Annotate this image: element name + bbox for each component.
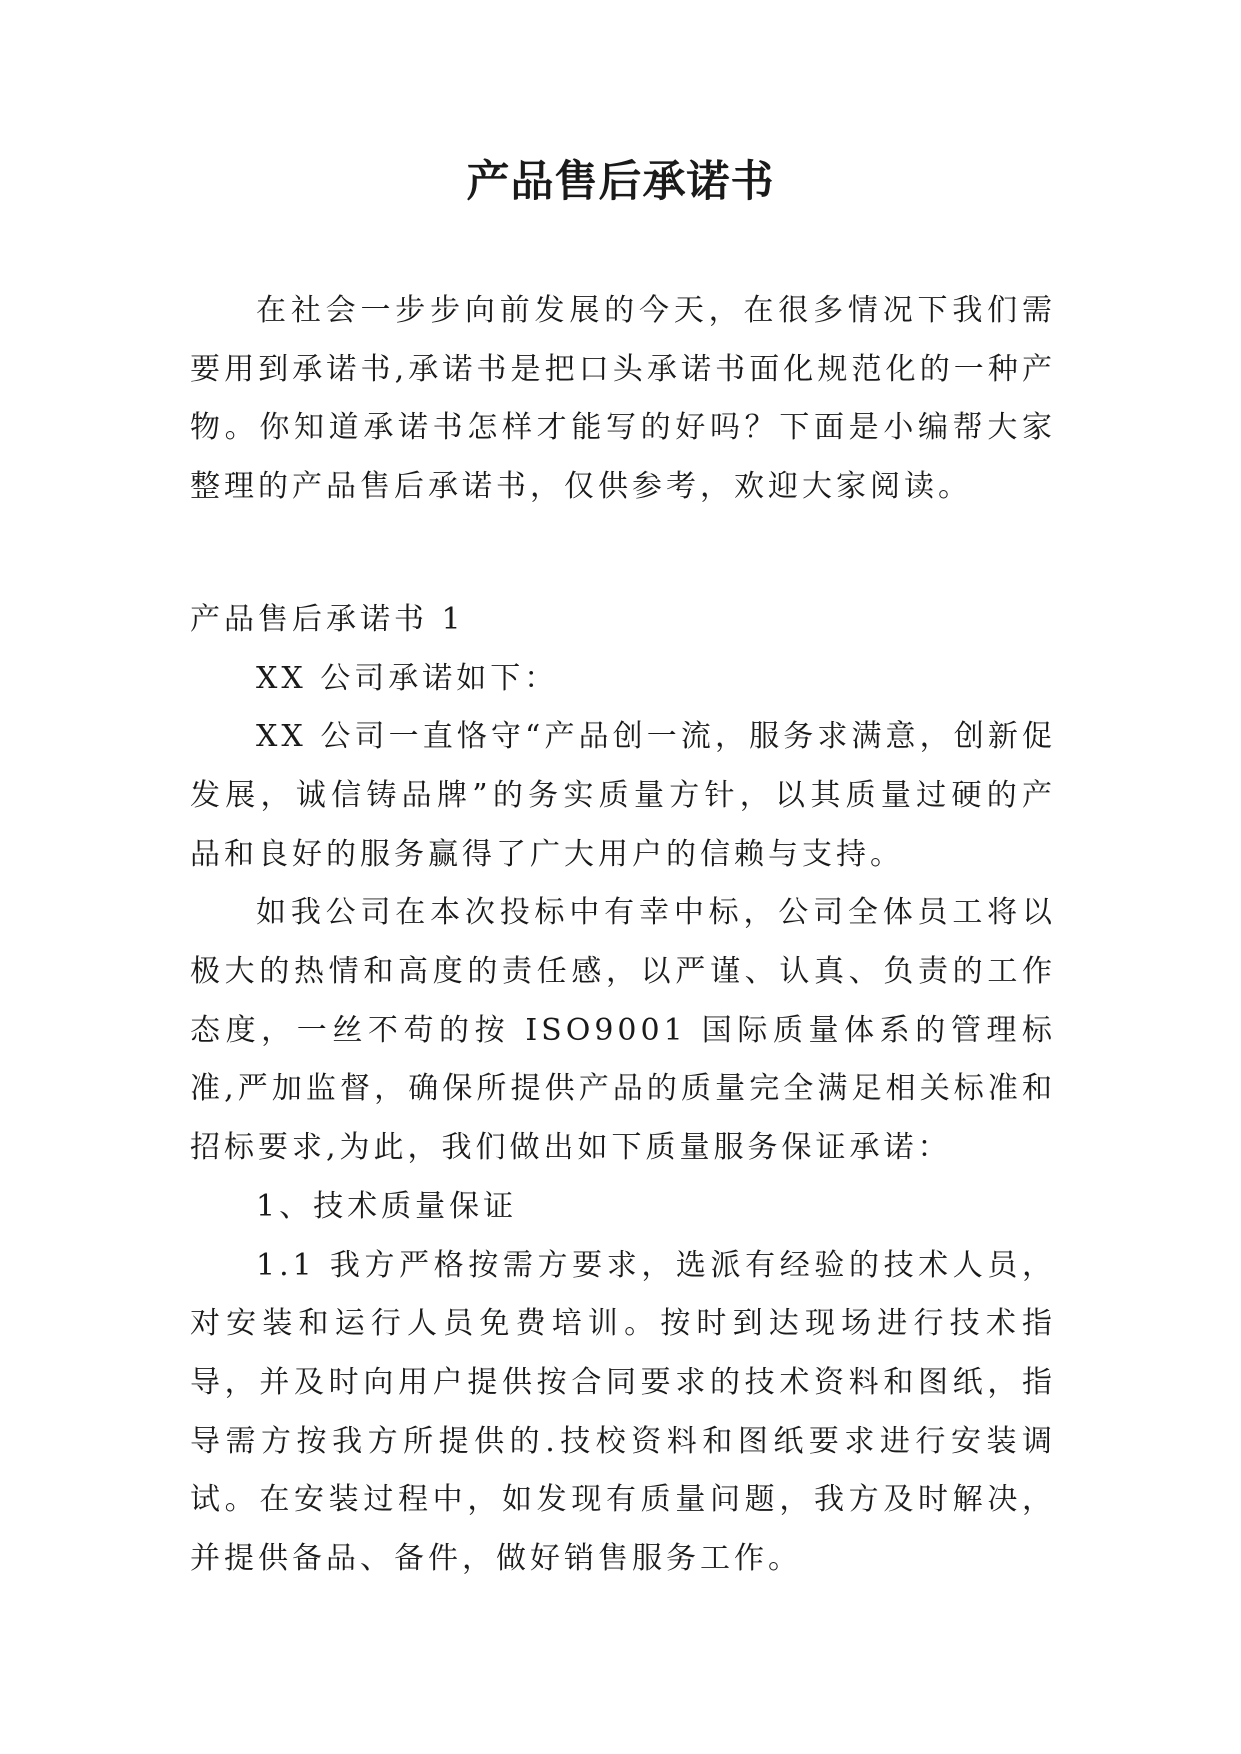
body-paragraph: 1.1 我方严格按需方要求，选派有经验的技术人员，对安装和运行人员免费培训。按时到达现场进行技术指导，并及时向用户提供按合同要求的技术资料和图纸，指导需方按我方所提供的.技校资料和图纸要求进行安装调试。在安装过程中，如发现有质量问题，我方及时解决，并提供备品、备件，做好销售服务工作。 — [190, 1247, 1056, 1577]
body-paragraph: 如我公司在本次投标中有幸中标，公司全体员工将以极大的热情和高度的责任感，以严谨、认真、负责的工作态度，一丝不苟的按 ISO9001 国际质量体系的管理标准,严加监督，确保所提供产品的质量完全满足相关标准和招标要求,为此，我们做出如下质量服务保证承诺： — [190, 895, 1056, 1166]
body-paragraph: XX 公司承诺如下： — [256, 660, 559, 696]
body-paragraph: XX 公司一直恪守“产品创一流，服务求满意，创新促发展，诚信铸品牌”的务实质量方针，以其质量过硬的产品和良好的服务赢得了广大用户的信赖与支持。 — [190, 719, 1056, 872]
section-spacer — [190, 517, 1056, 591]
section-heading: 产品售后承诺书 1 — [190, 601, 465, 637]
document-body — [190, 282, 1056, 1589]
subsection-heading: 1、技术质量保证 — [256, 1188, 518, 1224]
document-title: 产品售后承诺书 — [466, 157, 775, 207]
intro-paragraph: 在社会一步步向前发展的今天，在很多情况下我们需要用到承诺书,承诺书是把口头承诺书面化规范化的一种产物。你知道承诺书怎样才能写的好吗？下面是小编帮大家整理的产品售后承诺书，仅供参考，欢迎大家阅读。 — [190, 293, 1056, 505]
